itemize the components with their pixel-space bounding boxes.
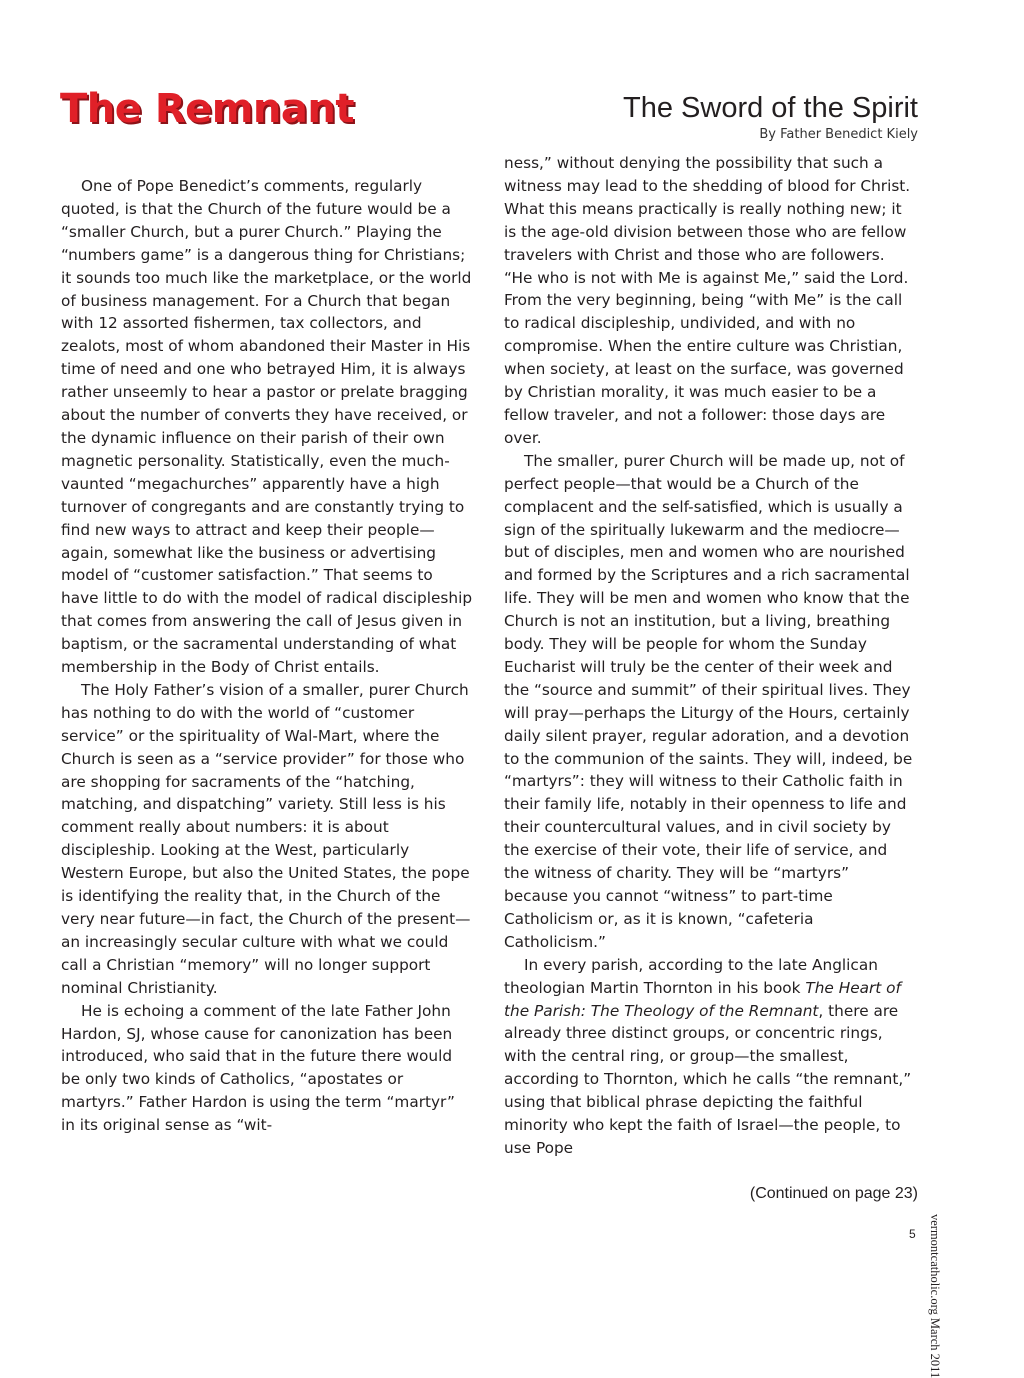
publication-footer: vermontcatholic.org March 2011 bbox=[928, 1214, 942, 1378]
article-column-right bbox=[504, 152, 916, 1160]
paragraph bbox=[504, 954, 916, 1160]
page-number: 5 bbox=[909, 1227, 916, 1241]
page-title: The Remnant bbox=[60, 86, 354, 132]
paragraph-text: , there are already three distinct groups, or concentric rings, with the central ring, or group—the smallest, according to Thornton, which he calls “the remnant,” using that biblical phrase depicting the faithful minority who kept the faith of Israel—the people, to use Pope bbox=[504, 1001, 912, 1157]
paragraph: One of Pope Benedict’s comments, regularly quoted, is that the Church of the future would be a “smaller Church, but a purer Church.” Playing the “numbers game” is a dangerous thing for Christians; it sounds too much like the marketplace, or the world of business management. For a Church that began with 12 assorted fishermen, tax collectors, and zealots, most of whom abandoned their Master in His time of need and one who betrayed Him, it is always rather unseemly to hear a pastor or prelate bragging about the number of converts they have received, or the dynamic influence on their parish of their own magnetic personality. Statistically, even the much-vaunted “megachurches” apparently have a high turnover of congregants and are constantly trying to find new ways to attract and keep their people—again, somewhat like the business or advertising model of “customer satisfaction.” That seems to have little to do with the model of radical discipleship that comes from answering the call of Jesus given in baptism, or the sacramental understanding of what membership in the Body of Christ entails. bbox=[61, 177, 473, 677]
continued-note: (Continued on page 23) bbox=[749, 1185, 918, 1202]
column-title: The Sword of the Spirit bbox=[623, 92, 918, 124]
article-column-left bbox=[61, 175, 473, 1137]
book-title: The Heart of the Parish: The Theology of the Remnant bbox=[504, 978, 901, 1020]
paragraph: The Holy Father’s vision of a smaller, purer Church has nothing to do with the world of “customer service” or the spirituality of Wal-Mart, where the Church is seen as a “service provider” for those who are shopping for sacraments of the “hatching, matching, and dispatching” variety. Still less is his comment really about numbers: it is about discipleship. Looking at the West, particularly Western Europe, but also the United States, the pope is identifying the reality that, in the Church of the very near future—in fact, the Church of the present—an increasingly secular culture with what we could call a Christian “memory” will no longer support nominal Christianity. bbox=[61, 680, 471, 997]
paragraph: The smaller, purer Church will be made up, not of perfect people—that would be a Church of the complacent and the self-satisfied, which is usually a sign of the spiritually lukewarm and the mediocre—but of disciples, men and women who are nourished and formed by the Scriptures and a rich sacramental life. They will be men and women who know that the Church is not an institution, but a living, breathing body. They will be people for whom the Sunday Eucharist will truly be the center of their week and the “source and summit” of their spiritual lives. They will pray—perhaps the Liturgy of the Hours, certainly daily silent prayer, regular adoration, and a devotion to the communion of the saints. They will, indeed, be “martyrs”: they will witness to their Catholic faith in their family life, notably in their openness to life and their countercultural values, and in civil society by the exercise of their vote, their life of service, and the witness of charity. They will be “martyrs” because you cannot “witness” to part-time Catholicism or, as it is known, “cafeteria Catholicism.” bbox=[504, 451, 913, 951]
paragraph: ness,” without denying the possibility that such a witness may lead to the shedding of blood for Christ. What this means practically is really nothing new; it is the age-old division between those who are fellow travelers with Christ and those who are followers. “He who is not with Me is against Me,” said the Lord. From the very beginning, being “with Me” is the call to radical discipleship, undivided, and with no compromise. When the entire culture was Christian, when society, at least on the surface, was governed by Christian morality, it was much easier to be a fellow traveler, and not a follower: those days are over. bbox=[504, 154, 911, 447]
byline: By Father Benedict Kiely bbox=[759, 127, 918, 142]
paragraph: He is echoing a comment of the late Father John Hardon, SJ, whose cause for canonization has been introduced, who said that in the future there would be only two kinds of Catholics, “apostates or martyrs.” Father Hardon is using the term “martyr” in its original sense as “wit- bbox=[61, 1001, 455, 1135]
paragraph-text: In every parish, according to the late Anglican theologian Martin Thornton in his book bbox=[504, 955, 878, 997]
